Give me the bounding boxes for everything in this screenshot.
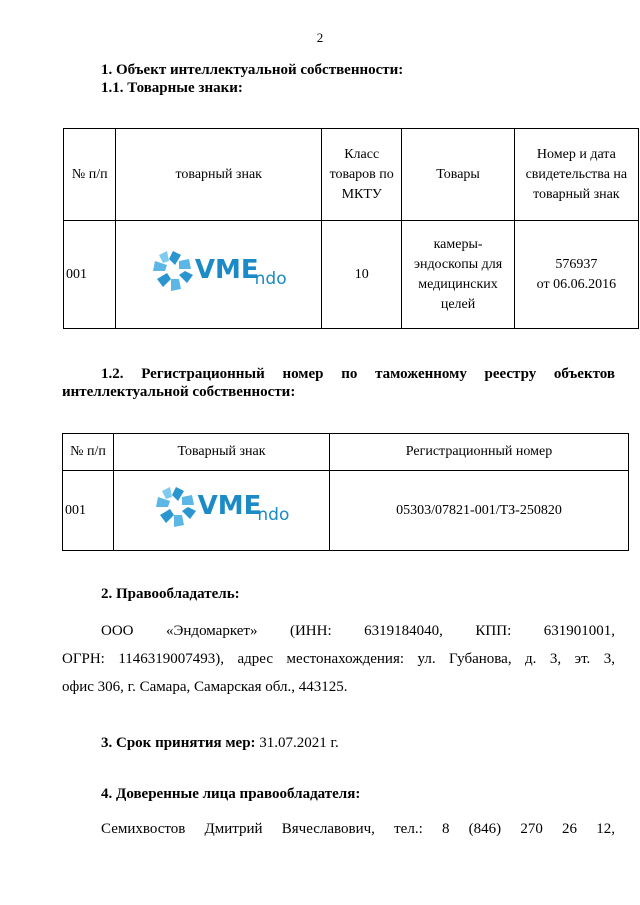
table-header-row: [64, 129, 639, 221]
section-3-value: 31.07.2021 г.: [259, 735, 339, 751]
section-2-title: 2. Правообладатель:: [101, 586, 240, 602]
header-trademark: товарный знак: [116, 129, 322, 221]
section-1-2-title-line2: интеллектуальной собственности:: [62, 384, 296, 400]
logo-suffix: ndo: [257, 504, 290, 525]
certificate-number: 576937: [555, 256, 598, 272]
class-cell: 10: [322, 221, 402, 329]
section-1-2-title-line1: 1.2. Регистрационный номер по таможенному реестру объектов: [101, 366, 615, 382]
logo-main: VME: [197, 490, 262, 521]
certificate-cell: [514, 221, 638, 329]
aperture-icon: [154, 485, 198, 529]
goods-cell: камеры-эндоскопы для медицинских целей: [402, 221, 514, 329]
trademark-cell: [114, 471, 330, 551]
customs-register-table: [62, 433, 629, 551]
section-3-label: 3. Срок принятия мер:: [101, 735, 256, 751]
vme-endo-logo: [151, 249, 287, 293]
logo-text: [194, 254, 287, 289]
header-trademark: Товарный знак: [114, 434, 330, 471]
table-header-row: [63, 434, 629, 471]
header-class: Класс товаров по МКТУ: [322, 129, 402, 221]
holder-line3: офис 306, г. Самара, Самарская обл., 443125.: [62, 679, 348, 695]
aperture-icon: [151, 249, 195, 293]
trademark-cell: [116, 221, 322, 329]
vme-endo-logo: [154, 485, 290, 529]
header-reg-number: Регистрационный номер: [330, 434, 629, 471]
table-row: [63, 471, 629, 551]
row-num: 001: [64, 221, 116, 329]
header-num: № п/п: [63, 434, 114, 471]
header-goods: Товары: [402, 129, 514, 221]
header-certificate: Номер и дата свидетельства на товарный знак: [514, 129, 638, 221]
row-num: 001: [63, 471, 114, 551]
logo-suffix: ndo: [254, 268, 287, 289]
page-number: 2: [316, 30, 324, 45]
trademark-table: [63, 128, 639, 329]
reg-number-cell: 05303/07821-001/ТЗ-250820: [330, 471, 629, 551]
section-3: [101, 735, 339, 752]
holder-line1: ООО «Эндомаркет» (ИНН: 6319184040, КПП: 631901001,: [101, 623, 615, 639]
table-row: [64, 221, 639, 329]
section-1-title: 1. Объект интеллектуальной собственности:: [101, 62, 404, 78]
trustee-line1: Семихвостов Дмитрий Вячеславович, тел.: 8 (846) 270 26 12,: [101, 821, 615, 837]
header-num: № п/п: [64, 129, 116, 221]
holder-line2: ОГРН: 1146319007493), адрес местонахождения: ул. Губанова, д. 3, эт. 3,: [62, 651, 615, 667]
section-4-title: 4. Доверенные лица правообладателя:: [101, 786, 361, 802]
logo-main: VME: [194, 254, 259, 285]
section-1-1-title: 1.1. Товарные знаки:: [101, 80, 243, 96]
certificate-date: от 06.06.2016: [536, 276, 617, 292]
logo-text: [197, 490, 290, 525]
